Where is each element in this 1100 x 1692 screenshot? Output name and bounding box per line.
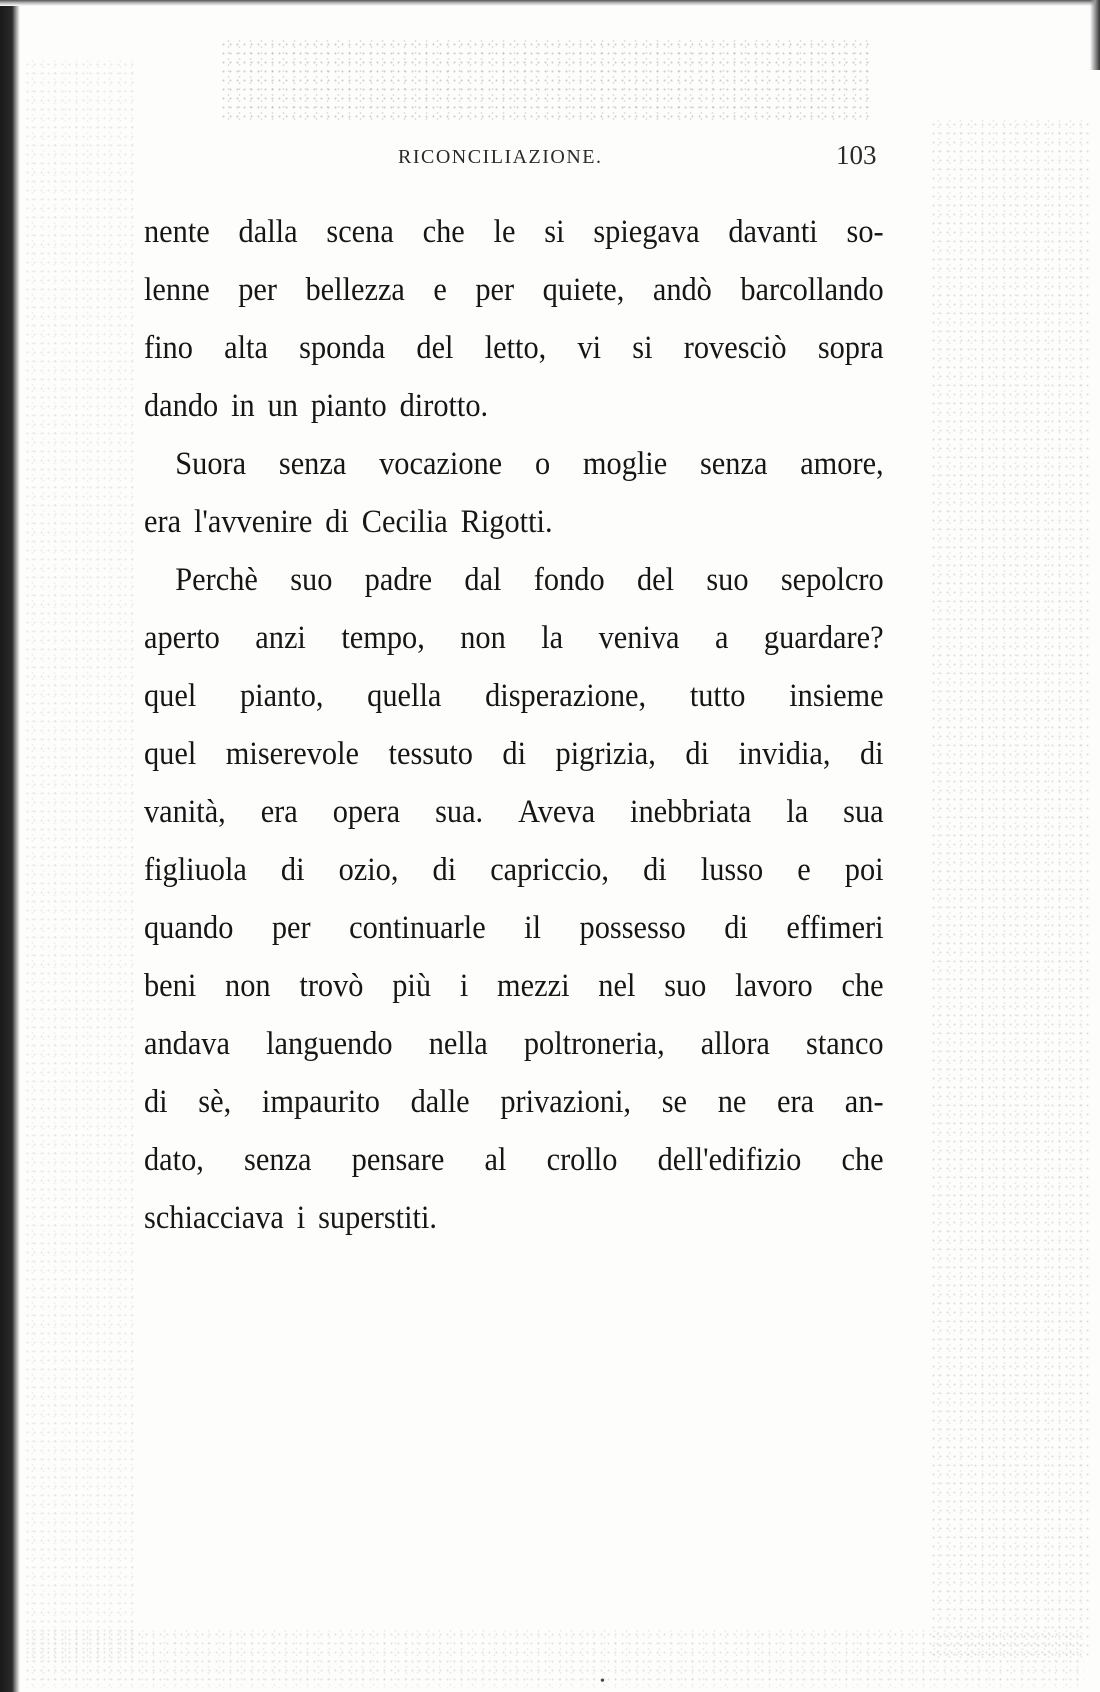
text-line: schiacciava i superstiti. (144, 1200, 438, 1236)
text-line: quando per continuarle il possesso di effimeri (144, 910, 884, 946)
text-line: aperto anzi tempo, non la veniva a guardare? (144, 620, 884, 656)
speckle-right-margin (930, 120, 1090, 1660)
text-line: di sè, impaurito dalle privazioni, se ne era an- (144, 1084, 884, 1120)
right-edge-shadow (1090, 0, 1100, 70)
body-text (144, 203, 884, 1247)
text-line: beni non trovò più i mezzi nel suo lavoro che (144, 968, 884, 1004)
text-line: lenne per bellezza e per quiete, andò barcollando (144, 272, 884, 308)
speckle-left-margin (24, 60, 134, 1660)
printer-mark: • (600, 1674, 605, 1689)
text-line: Perchè suo padre dal fondo del suo sepolcro (175, 562, 884, 598)
text-line: vanità, era opera sua. Aveva inebbriata la sua (144, 794, 884, 830)
page-number: 103 (836, 140, 877, 170)
top-edge (0, 0, 1100, 6)
text-line: Suora senza vocazione o moglie senza amore, (175, 446, 884, 482)
text-line: quel miserevole tessuto di pigrizia, di invidia, di (144, 736, 884, 772)
text-line: andava languendo nella poltroneria, allora stanco (144, 1026, 884, 1062)
binding-edge (0, 0, 20, 1692)
speckle-bottom (24, 1630, 1084, 1688)
text-line: era l'avvenire di Cecilia Rigotti. (144, 504, 553, 540)
running-title: RICONCILIAZIONE. (398, 146, 603, 168)
text-line: nente dalla scena che le si spiegava davanti so- (144, 214, 884, 250)
text-line: dato, senza pensare al crollo dell'edifizio che (144, 1142, 884, 1178)
speckle-top (220, 40, 870, 120)
text-line: fino alta sponda del letto, vi si rovesciò sopra (144, 330, 884, 366)
text-line: dando in un pianto dirotto. (144, 388, 489, 424)
text-line: figliuola di ozio, di capriccio, di lusso e poi (144, 852, 884, 888)
text-line: quel pianto, quella disperazione, tutto insieme (144, 678, 884, 714)
